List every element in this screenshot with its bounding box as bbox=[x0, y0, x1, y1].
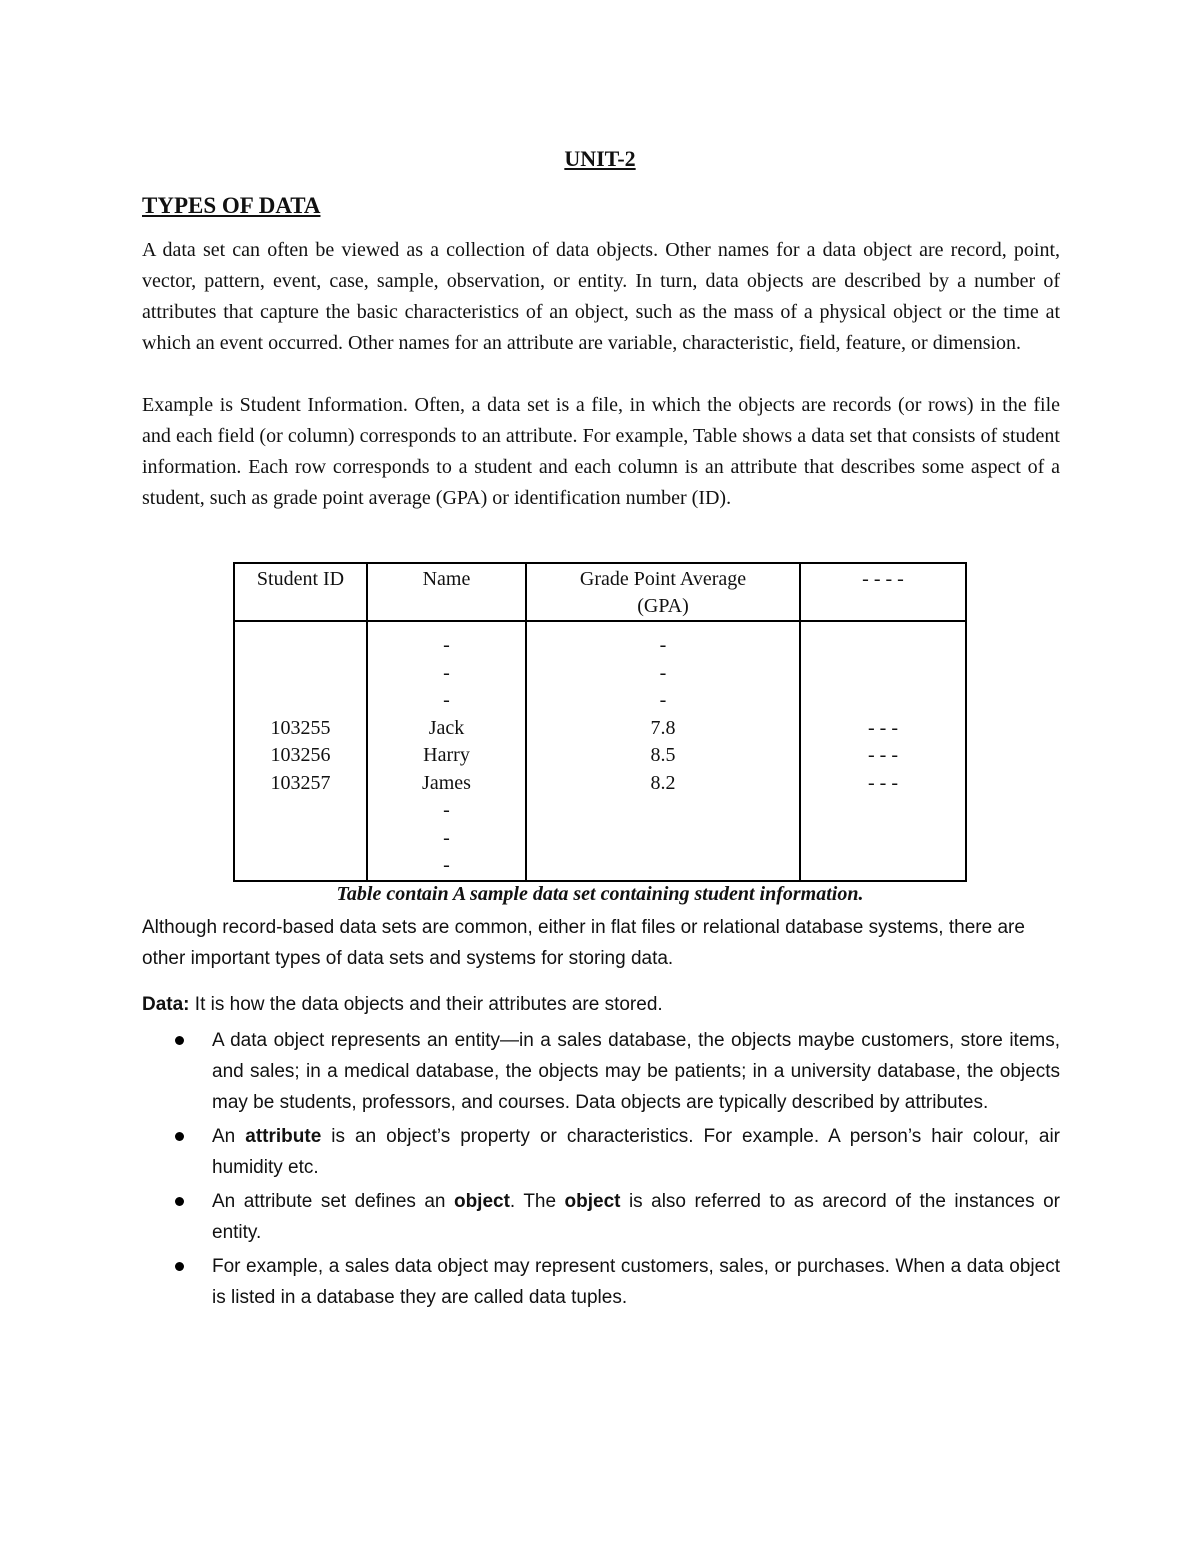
example-paragraph: Example is Student Information. Often, a data set is a file, in which the objects are records (or rows) in the file and each field (or column) corresponds to an attribute. For example, Table shows a data set that consists of student information. Each row corresponds to a student and each column is an attribute that describes some aspect of a student, such as grade point average (GPA) or identification number (ID). bbox=[142, 394, 1060, 509]
student-id-column bbox=[234, 621, 367, 881]
table-cell: 103257 bbox=[270, 771, 331, 794]
table-cell: 103255 bbox=[270, 716, 331, 739]
table-cell: 8.2 bbox=[650, 771, 676, 794]
table-row bbox=[234, 621, 966, 881]
more-column bbox=[800, 621, 966, 881]
gpa-column: - - - 7.8 8.5 8.2 bbox=[526, 621, 800, 881]
data-label: Data: bbox=[142, 994, 190, 1015]
header-more: - - - - bbox=[800, 563, 966, 621]
table-cell: Jack bbox=[428, 716, 465, 739]
bullet-icon bbox=[175, 1197, 184, 1206]
table-cell: 8.5 bbox=[650, 744, 676, 766]
table-cell: James bbox=[422, 771, 471, 794]
list-item: A data object represents an entity—in a sales database, the objects maybe customers, store items, and sales; in a medical database, the objects may be patients; in a university database, the objects may be students, professors, and courses. Data objects are typically described by attributes. bbox=[142, 1025, 1060, 1118]
table-cell: 7.8 bbox=[650, 716, 676, 739]
intro-paragraph: A data set can often be viewed as a collection of data objects. Other names for a data object are record, point, vector, pattern, event, case, sample, observation, or entity. In turn, data objects are described by a number of attributes that capture the basic characteristics of an object, such as the mass of a physical object or the time at which an event occurred. Other names for an attribute are variable, characteristic, field, feature, or dimension. bbox=[142, 239, 1060, 354]
record-based-paragraph: Although record-based data sets are common, either in flat files or relational database systems, there are other important types of data sets and systems for storing data. bbox=[142, 917, 1025, 969]
header-student-id: Student ID bbox=[234, 563, 367, 621]
data-definition bbox=[142, 989, 663, 1020]
data-definition-text: It is how the data objects and their attributes are stored. bbox=[194, 994, 663, 1015]
header-gpa: Grade Point Average (GPA) bbox=[526, 563, 800, 621]
table-cell: 103256 bbox=[270, 744, 331, 766]
list-item: An attribute is an object’s property or characteristics. For example. A person’s hair colour, air humidity etc. bbox=[142, 1121, 1060, 1183]
table-cell: Harry bbox=[423, 744, 470, 766]
list-item: An attribute set defines an object. The object is also referred to as arecord of the instances or entity. bbox=[142, 1186, 1060, 1248]
name-column: - - - Jack Harry James - - - bbox=[367, 621, 526, 881]
list-item: For example, a sales data object may represent customers, sales, or purchases. When a data object is listed in a database they are called data tuples. bbox=[142, 1251, 1060, 1313]
table-cell: - - - bbox=[868, 744, 898, 766]
table-header-row bbox=[234, 563, 966, 621]
unit-title: UNIT-2 bbox=[564, 146, 636, 171]
bullet-icon bbox=[175, 1036, 184, 1045]
table-caption: Table contain A sample data set containing student information. bbox=[336, 883, 864, 905]
bullet-icon bbox=[175, 1132, 184, 1141]
table-cell: - - - bbox=[868, 771, 898, 794]
student-table bbox=[233, 562, 967, 882]
section-title: TYPES OF DATA bbox=[142, 193, 321, 218]
header-name: Name bbox=[367, 563, 526, 621]
bullet-list bbox=[142, 1025, 1060, 1316]
table-cell: - - - bbox=[868, 716, 898, 739]
bullet-icon bbox=[175, 1262, 184, 1271]
